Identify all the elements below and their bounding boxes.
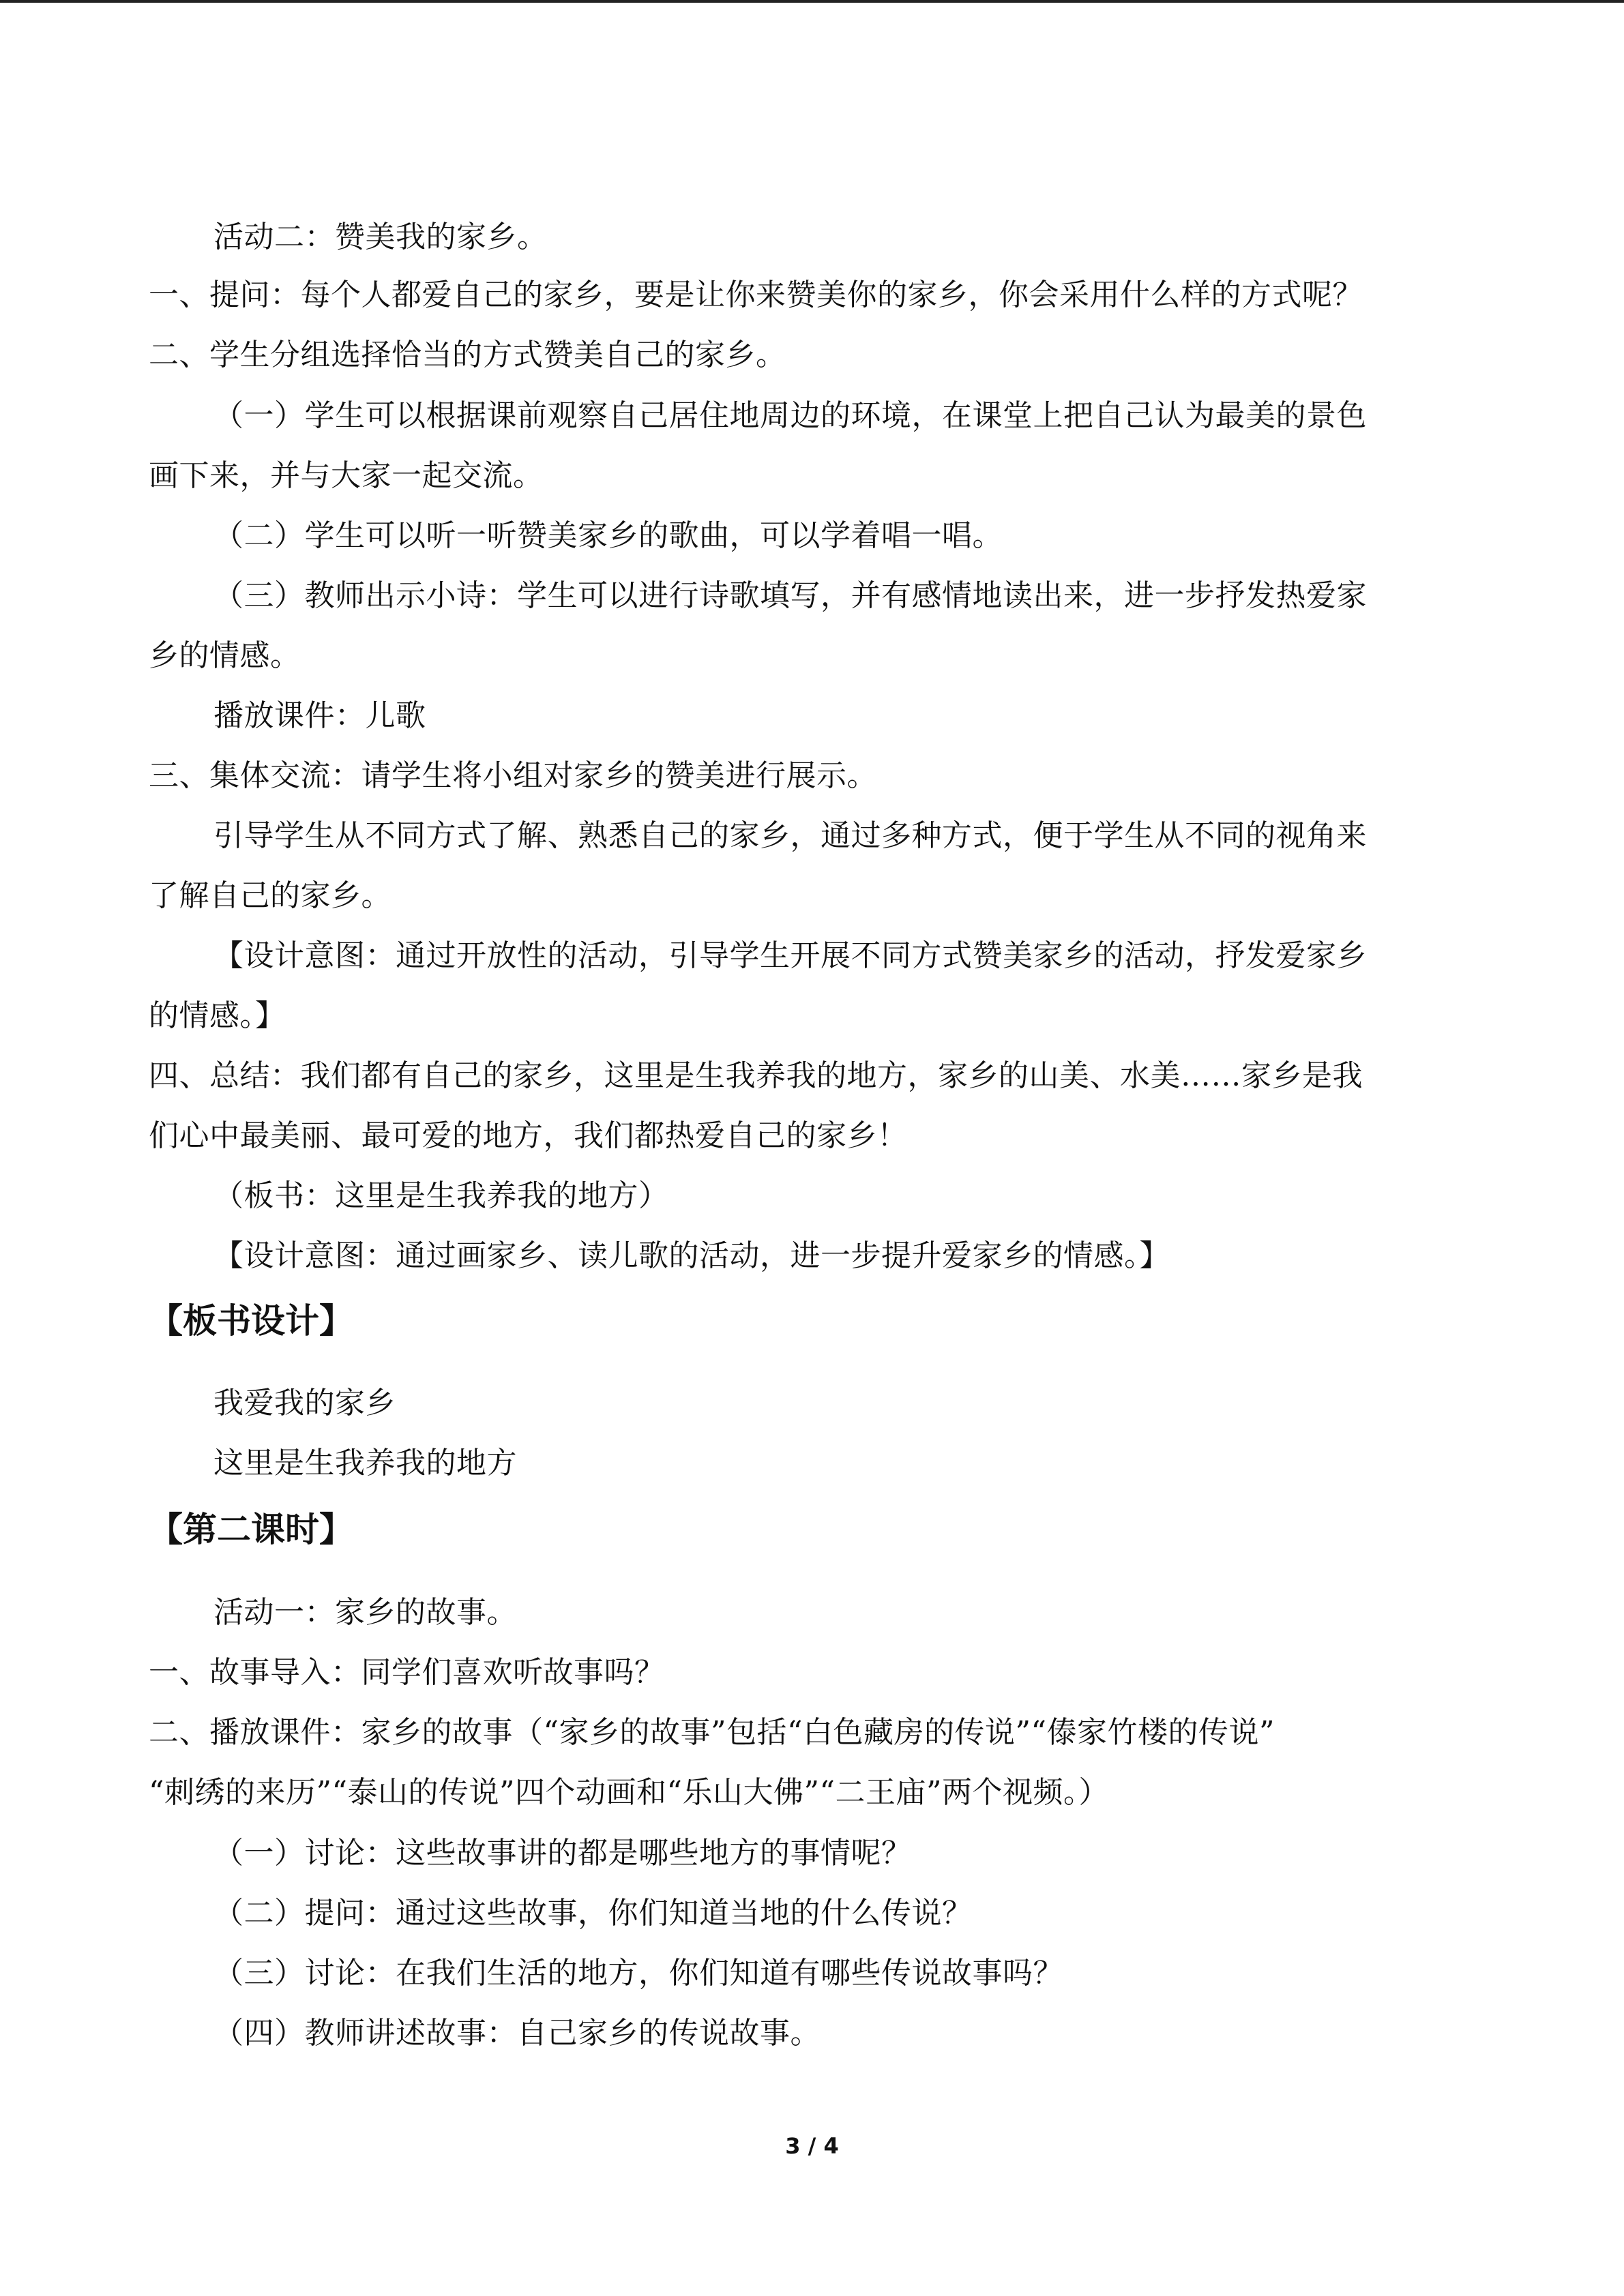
board-design-heading: 【板书设计】 <box>149 1301 353 1341</box>
sub-item-1-line-2: 画下来，并与大家一起交流。 <box>149 458 544 493</box>
design-intent-2-line: 【设计意图：通过画家乡、读儿歌的活动，进一步提升爱家乡的情感。】 <box>213 1238 1170 1273</box>
design-intent-1-line-2: 的情感。】 <box>149 998 286 1033</box>
group-praise-line: 二、学生分组选择恰当的方式赞美自己的家乡。 <box>149 338 786 372</box>
courseware-story-line-2: “刺绣的来历”“泰山的传说”四个动画和“乐山大佛”“二王庙”两个视频。） <box>149 1775 1109 1810</box>
teacher-story-line: （四）教师讲述故事：自己家乡的传说故事。 <box>213 2016 821 2051</box>
summary-line-2: 们心中最美丽、最可爱的地方，我们都热爱自己的家乡！ <box>149 1118 908 1153</box>
courseware-story-line-1: 二、播放课件：家乡的故事（“家乡的故事”包括“白色藏房的传说”“傣家竹楼的传说” <box>149 1715 1275 1750</box>
board-design-line-1: 我爱我的家乡 <box>213 1386 396 1420</box>
question-2-line: （二）提问：通过这些故事，你们知道当地的什么传说？ <box>213 1896 973 1930</box>
collective-exchange-line: 三、集体交流：请学生将小组对家乡的赞美进行展示。 <box>149 758 877 793</box>
guide-line-2: 了解自己的家乡。 <box>149 878 392 913</box>
sub-item-2-line: （二）学生可以听一听赞美家乡的歌曲，可以学着唱一唱。 <box>213 518 1003 553</box>
board-design-line-2: 这里是生我养我的地方 <box>213 1446 517 1480</box>
board-note-line: （板书：这里是生我养我的地方） <box>213 1178 669 1213</box>
discussion-3-line: （三）讨论：在我们生活的地方，你们知道有哪些传说故事吗？ <box>213 1956 1063 1991</box>
story-intro-line: 一、故事导入：同学们喜欢听故事吗？ <box>149 1655 665 1690</box>
activity-two-title: 活动二：赞美我的家乡。 <box>213 220 548 254</box>
sub-item-1-line-1: （一）学生可以根据课前观察自己居住地周边的环境，在课堂上把自己认为最美的景色 <box>213 398 1367 433</box>
second-lesson-heading: 【第二课时】 <box>149 1510 353 1549</box>
sub-item-3-line-1: （三）教师出示小诗：学生可以进行诗歌填写，并有感情地读出来，进一步抒发热爱家 <box>213 578 1367 613</box>
discussion-1-line: （一）讨论：这些故事讲的都是哪些地方的事情呢？ <box>213 1836 912 1870</box>
design-intent-1-line-1: 【设计意图：通过开放性的活动，引导学生开展不同方式赞美家乡的活动，抒发爱家乡 <box>213 938 1367 973</box>
summary-line-1: 四、总结：我们都有自己的家乡，这里是生我养我的地方，家乡的山美、水美……家乡是我 <box>149 1058 1363 1093</box>
activity-one-title: 活动一：家乡的故事。 <box>213 1595 517 1630</box>
guide-line-1: 引导学生从不同方式了解、熟悉自己的家乡，通过多种方式，便于学生从不同的视角来 <box>213 818 1367 853</box>
question-line: 一、提问：每个人都爱自己的家乡，要是让你来赞美你的家乡，你会采用什么样的方式呢？ <box>149 278 1363 312</box>
page-number: 3 / 4 <box>785 2133 839 2159</box>
courseware-song-line: 播放课件：儿歌 <box>213 698 426 733</box>
sub-item-3-line-2: 乡的情感。 <box>149 638 301 673</box>
